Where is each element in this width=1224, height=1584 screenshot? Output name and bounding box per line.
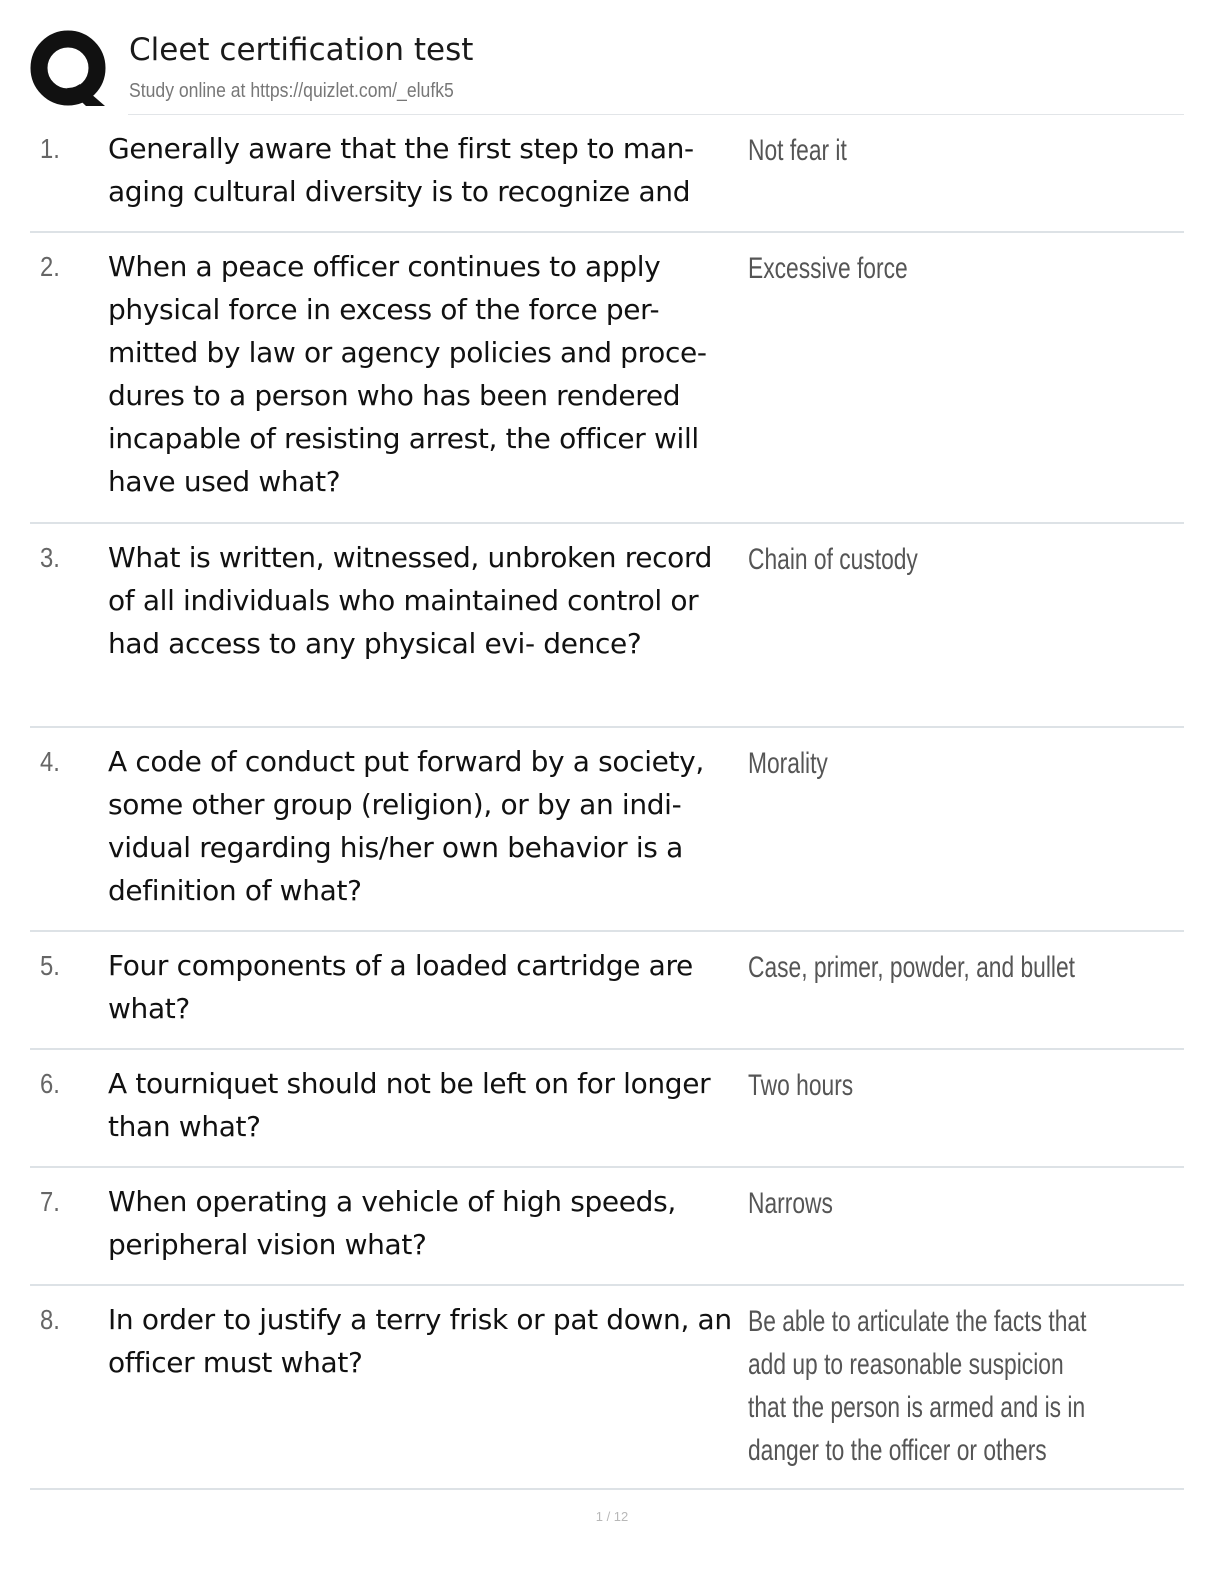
- study-online-link[interactable]: Study online at https://quizlet.com/_elufk5: [129, 80, 454, 102]
- card-definition: Case, primer, powder, and bullet: [748, 951, 1075, 984]
- card-definition: Not fear it: [748, 134, 847, 167]
- card-number: 5.: [40, 950, 60, 981]
- card-term: When operating a vehicle of high speeds, peripheral vision what?: [108, 1185, 676, 1261]
- card-6: [30, 1050, 1184, 1168]
- card-number: 3.: [40, 542, 60, 573]
- card-definition: Be able to articulate the facts that add up to reasonable suspicion that the person is armed and is in danger to the officer or others: [748, 1305, 1087, 1467]
- card-term: When a peace officer continues to apply physical force in excess of the force per- mitted by law or agency policies and proce- dures to a person who has been rendered incapable of resisting arrest, the officer will have used what?: [108, 250, 707, 498]
- page-indicator: 1 / 12: [595, 1509, 629, 1524]
- card-definition: Excessive force: [748, 252, 908, 285]
- header: [30, 30, 1184, 114]
- card-term: In order to justify a terry frisk or pat down, an officer must what?: [108, 1303, 732, 1379]
- card-definition: Morality: [748, 747, 828, 780]
- card-number: 2.: [40, 251, 60, 282]
- card-8: [30, 1286, 1184, 1490]
- card-2: [30, 233, 1184, 524]
- card-4: [30, 728, 1184, 932]
- card-3: [30, 524, 1184, 728]
- card-number: 4.: [40, 746, 60, 777]
- card-definition: Narrows: [748, 1187, 833, 1220]
- card-number: 7.: [40, 1186, 60, 1217]
- card-number: 8.: [40, 1304, 60, 1335]
- card-term: A code of conduct put forward by a society, some other group (religion), or by an indi- vidual regarding his/her own behavior is a definition of what?: [108, 745, 704, 907]
- quizlet-q-icon: [30, 30, 110, 110]
- set-title: Cleet certification test: [129, 32, 474, 68]
- card-number: 6.: [40, 1068, 60, 1099]
- card-term: Generally aware that the first step to man- aging cultural diversity is to recognize and: [108, 132, 694, 208]
- card-list: [30, 115, 1184, 1490]
- card-number: 1.: [40, 133, 60, 164]
- card-7: [30, 1168, 1184, 1286]
- card-term: A tourniquet should not be left on for longer than what?: [108, 1067, 711, 1143]
- card-5: [30, 932, 1184, 1050]
- card-term: Four components of a loaded cartridge are what?: [108, 949, 693, 1025]
- card-term: What is written, witnessed, unbroken record of all individuals who maintained control or had access to any physical evi- dence?: [108, 541, 713, 660]
- card-1: [30, 115, 1184, 233]
- card-definition: Two hours: [748, 1069, 854, 1102]
- card-definition: Chain of custody: [748, 543, 918, 576]
